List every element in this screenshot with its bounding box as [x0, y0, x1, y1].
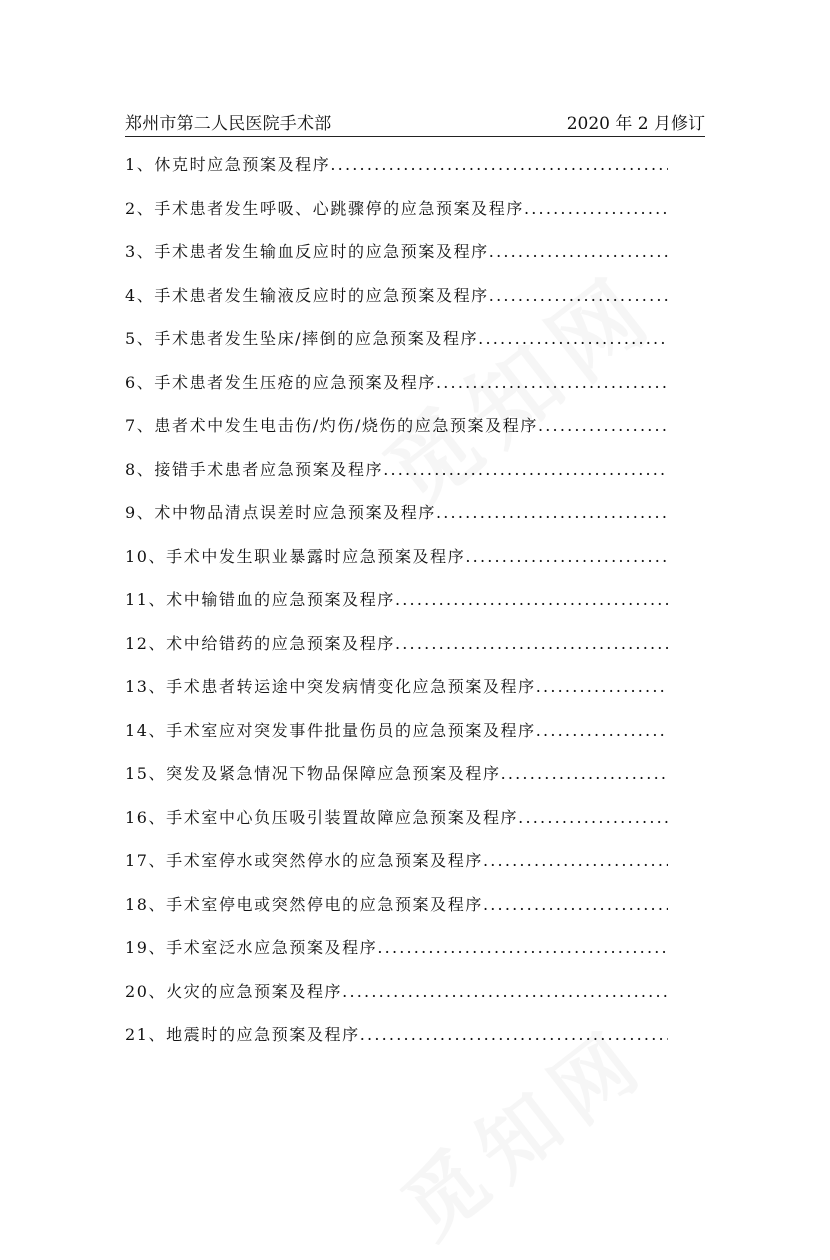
toc-item — [125, 152, 668, 196]
toc-item-title: 12、术中给错药的应急预案及程序 — [125, 633, 395, 653]
toc-dot-leader — [436, 373, 668, 392]
toc-item — [125, 935, 668, 979]
toc-item-title: 19、手术室泛水应急预案及程序 — [125, 938, 378, 957]
toc-item — [125, 500, 668, 544]
toc-item-title: 13、手术患者转运途中突发病情变化应急预案及程序 — [125, 677, 536, 696]
toc-item — [125, 674, 668, 718]
toc-item — [125, 239, 668, 283]
header-organization: 郑州市第二人民医院手术部 — [125, 114, 332, 134]
toc-item-title: 5、手术患者发生坠床/摔倒的应急预案及程序 — [125, 329, 479, 348]
toc-item — [125, 370, 668, 414]
toc-dot-leader — [483, 895, 668, 914]
toc-dot-leader — [342, 982, 668, 1001]
header-revision-date: 2020 年 2 月修订 — [566, 114, 705, 134]
toc-item-title: 3、手术患者发生输血反应时的应急预案及程序 — [125, 242, 489, 261]
toc-dot-leader — [489, 242, 668, 261]
toc-item — [125, 1022, 668, 1066]
table-of-contents — [125, 152, 668, 1066]
toc-item — [125, 544, 668, 588]
toc-item — [125, 631, 668, 675]
toc-item-title: 7、患者术中发生电击伤/灼伤/烧伤的应急预案及程序 — [125, 416, 538, 435]
toc-item-title: 4、手术患者发生输液反应时的应急预案及程序 — [125, 285, 489, 305]
toc-dot-leader — [395, 590, 668, 609]
toc-item — [125, 761, 668, 805]
toc-dot-leader — [501, 764, 668, 783]
toc-item-title: 10、手术中发生职业暴露时应急预案及程序 — [125, 546, 466, 566]
toc-item-title: 14、手术室应对突发事件批量伤员的应急预案及程序 — [125, 720, 536, 740]
toc-dot-leader — [436, 503, 668, 522]
toc-item — [125, 283, 668, 327]
toc-dot-leader — [483, 851, 668, 870]
toc-item-title: 9、术中物品清点误差时应急预案及程序 — [125, 503, 436, 522]
toc-item-title: 20、火灾的应急预案及程序 — [125, 981, 343, 1001]
toc-item — [125, 587, 668, 631]
toc-dot-leader — [330, 155, 668, 174]
toc-item-title: 6、手术患者发生压疮的应急预案及程序 — [125, 372, 436, 392]
toc-dot-leader — [478, 329, 668, 348]
toc-item — [125, 892, 668, 936]
toc-item — [125, 196, 668, 240]
toc-dot-leader — [524, 199, 668, 218]
toc-item-title: 17、手术室停水或突然停水的应急预案及程序 — [125, 851, 483, 870]
toc-dot-leader — [538, 416, 668, 435]
toc-dot-leader — [465, 547, 668, 566]
toc-item — [125, 848, 668, 892]
toc-item-title: 2、手术患者发生呼吸、心跳骤停的应急预案及程序 — [125, 198, 524, 218]
toc-dot-leader — [536, 721, 668, 740]
toc-item-title: 11、术中输错血的应急预案及程序 — [125, 590, 395, 609]
toc-dot-leader — [395, 634, 668, 653]
toc-item-title: 18、手术室停电或突然停电的应急预案及程序 — [125, 894, 483, 914]
page-header — [125, 108, 705, 137]
toc-item — [125, 413, 668, 457]
toc-dot-leader — [360, 1025, 668, 1044]
toc-item — [125, 326, 668, 370]
toc-item — [125, 979, 668, 1023]
toc-item-title: 1、休克时应急预案及程序 — [125, 155, 331, 174]
toc-dot-leader — [489, 286, 668, 305]
toc-dot-leader — [536, 677, 668, 696]
toc-item-title: 8、接错手术患者应急预案及程序 — [125, 459, 384, 479]
toc-item-title: 21、地震时的应急预案及程序 — [125, 1025, 360, 1044]
toc-dot-leader — [518, 808, 668, 827]
toc-item — [125, 805, 668, 849]
toc-dot-leader — [377, 938, 668, 957]
toc-item-title: 16、手术室中心负压吸引装置故障应急预案及程序 — [125, 807, 519, 827]
toc-dot-leader — [383, 460, 668, 479]
toc-item-title: 15、突发及紧急情况下物品保障应急预案及程序 — [125, 764, 501, 783]
toc-item — [125, 718, 668, 762]
toc-item — [125, 457, 668, 501]
